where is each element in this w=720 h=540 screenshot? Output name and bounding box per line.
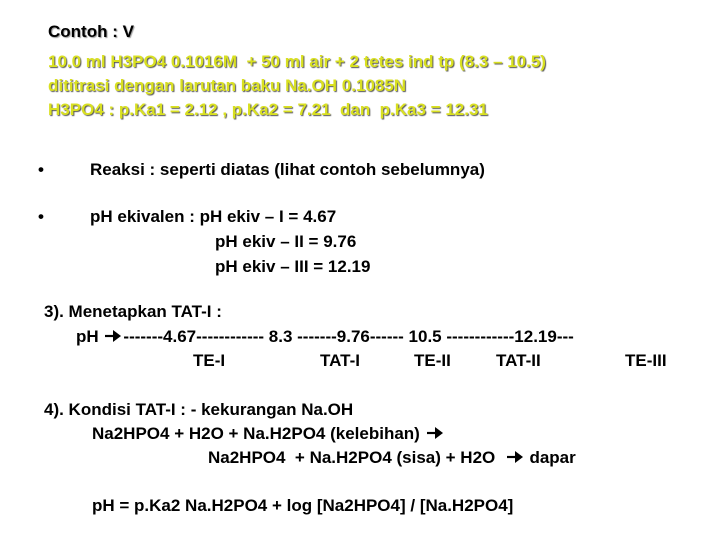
scale-label-tat-ii: TAT-II — [496, 351, 541, 370]
ph-scale-values: -------4.67------------ 8.3 -------9.76------ 10.5 ------------12.19--- — [123, 327, 574, 346]
scale-label-te-iii: TE-III — [625, 351, 667, 370]
problem-line-1: 10.0 ml H3PO4 0.1016M + 50 ml air + 2 tetes ind tp (8.3 – 10.5) — [48, 52, 546, 71]
reaction-1-text: Na2HPO4 + H2O + Na.H2PO4 (kelebihan) — [92, 424, 420, 443]
bullet-marker: • — [38, 160, 44, 179]
arrow-right-icon — [104, 329, 122, 343]
reaction-line-1 — [92, 424, 445, 444]
ph-ekiv-line-1: pH ekivalen : pH ekiv – I = 4.67 — [90, 207, 337, 226]
section-4-heading: 4). Kondisi TAT-I : - kekurangan Na.OH — [44, 400, 354, 419]
reaction-2-suffix: dapar — [529, 448, 576, 467]
reaction-line-2 — [208, 448, 576, 468]
arrow-right-icon — [426, 426, 444, 440]
ph-label: pH — [76, 327, 99, 346]
arrow-right-icon — [506, 450, 524, 464]
scale-label-tat-i: TAT-I — [320, 351, 360, 370]
bullet-marker: • — [38, 207, 44, 226]
ph-scale-line — [76, 327, 574, 347]
ph-ekiv-line-3: pH ekiv – III = 12.19 — [215, 257, 371, 276]
problem-line-2: dititrasi dengan larutan baku Na.OH 0.1085N — [48, 76, 407, 95]
problem-line-3: H3PO4 : p.Ka1 = 2.12 , p.Ka2 = 7.21 dan p.Ka3 = 12.31 — [48, 100, 488, 119]
ph-ekiv-line-2: pH ekiv – II = 9.76 — [215, 232, 357, 251]
reaksi-text: Reaksi : seperti diatas (lihat contoh sebelumnya) — [90, 160, 485, 179]
scale-label-te-i: TE-I — [193, 351, 226, 370]
page-title: Contoh : V — [48, 22, 134, 41]
scale-label-te-ii: TE-II — [414, 351, 451, 370]
section-3-heading: 3). Menetapkan TAT-I : — [44, 302, 222, 321]
henderson-formula: pH = p.Ka2 Na.H2PO4 + log [Na2HPO4] / [Na.H2PO4] — [92, 496, 514, 515]
reaction-2-text: Na2HPO4 + Na.H2PO4 (sisa) + H2O — [208, 448, 496, 467]
